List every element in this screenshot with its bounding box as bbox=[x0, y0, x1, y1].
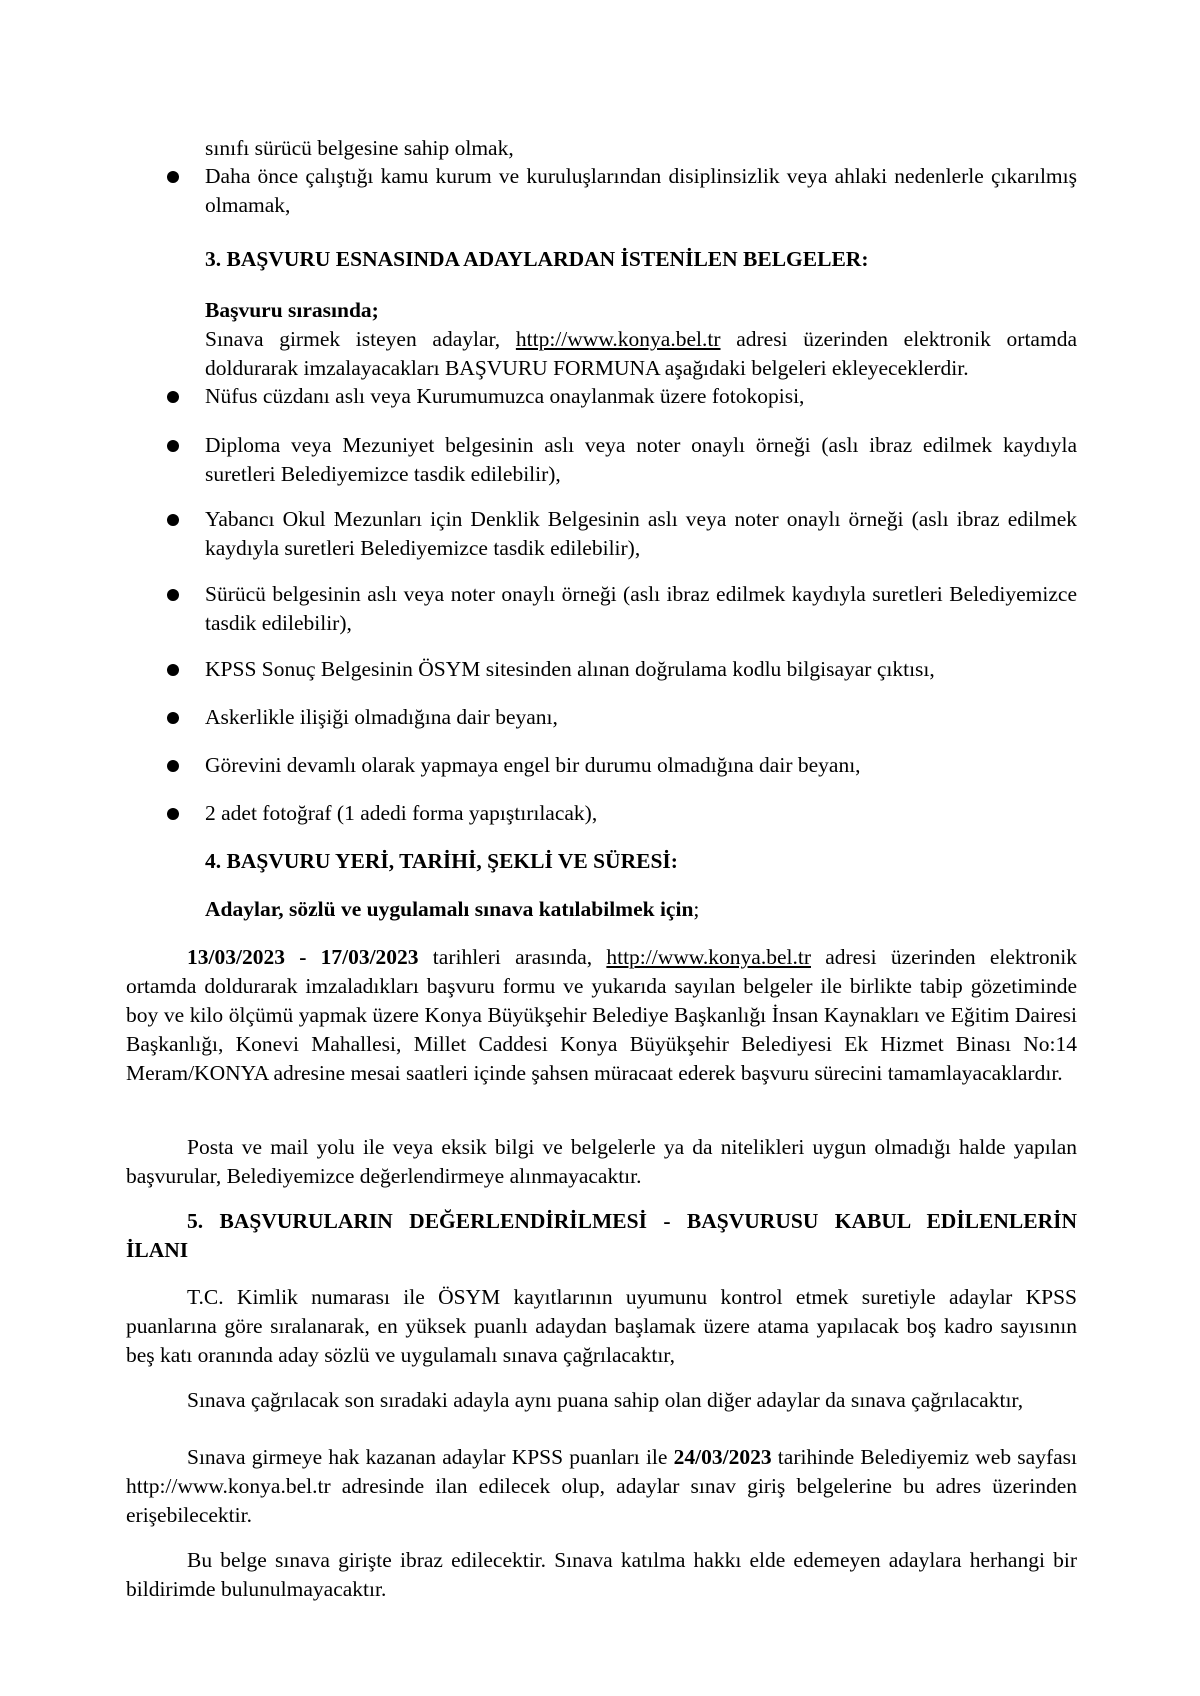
paragraph-text: Sınava girmeye hak kazanan adaylar KPSS puanları ile bbox=[187, 1445, 674, 1469]
section-subheading: Başvuru sırasında; bbox=[205, 298, 379, 322]
bullet-icon bbox=[167, 391, 179, 403]
intro-text: adresi üzerinden elektronik ortamda doldurarak imzalayacakları BAŞVURU FORMUNA aşağıdaki belgeleri ekleyeceklerdir. bbox=[205, 327, 1077, 380]
paragraph: Posta ve mail yolu ile veya eksik bilgi ve belgelerle ya da nitelikleri uygun olmadığı halde yapılan başvurular, Belediyemizce değerlendirmeye alınmayacaktır. bbox=[126, 1135, 1077, 1188]
list-item: Sürücü belgesinin aslı veya noter onaylı örneği (aslı ibraz edilmek kaydıyla suretleri Belediyemizce tasdik edilebilir), bbox=[205, 582, 1077, 635]
paragraph bbox=[126, 1443, 1077, 1530]
bullet-icon bbox=[167, 440, 179, 452]
subheading-suffix: ; bbox=[693, 897, 700, 921]
section-subheading bbox=[205, 895, 1085, 924]
bullet-icon bbox=[167, 664, 179, 676]
list-item: Askerlikle ilişiği olmadığına dair beyanı, bbox=[205, 705, 558, 729]
bullet-icon bbox=[167, 171, 179, 183]
paragraph: Bu belge sınava girişte ibraz edilecektir. Sınava katılma hakkı elde edemeyen adaylara herhangi bir bildirimde bulunulmayacaktır. bbox=[126, 1548, 1077, 1601]
list-item: Daha önce çalıştığı kamu kurum ve kuruluşlarından disiplinsizlik veya ahlaki nedenlerle çıkarılmış olmamak, bbox=[205, 164, 1077, 217]
bullet-icon bbox=[167, 808, 179, 820]
bullet-icon bbox=[167, 712, 179, 724]
paragraph bbox=[126, 943, 1077, 1088]
paragraph: Sınava çağrılacak son sıradaki adayla aynı puana sahip olan diğer adaylar da sınava çağrılacaktır, bbox=[187, 1388, 1024, 1412]
paragraph-text: tarihinde Belediyemiz web sayfası http://www.konya.bel.tr adresinde ilan edilecek olup, adaylar sınav giriş belgelerine bu adres üzerinden erişebilecektir. bbox=[126, 1445, 1077, 1527]
subheading-text: Adaylar, sözlü ve uygulamalı sınava katılabilmek için bbox=[205, 897, 694, 921]
section-intro bbox=[205, 325, 1077, 383]
bullet-icon bbox=[167, 589, 179, 601]
list-item: Görevini devamlı olarak yapmaya engel bir durumu olmadığına dair beyanı, bbox=[205, 753, 861, 777]
website-link[interactable]: http://www.konya.bel.tr bbox=[515, 327, 721, 351]
paragraph-text: tarihleri arasında, bbox=[418, 945, 607, 969]
paragraph-text: adresi üzerinden elektronik ortamda doldurarak imzaladıkları başvuru formu ve yukarıda sayılan belgeler ile birlikte tabip gözetiminde boy ve kilo ölçümü yapmak üzere Konya Büyükşehir Belediye Başkanlığı İnsan Kaynakları ve Eğitim Dairesi Başkanlığı, Konevi Mahallesi, Millet Caddesi Konya Büyükşehir Belediyesi Ek Hizmet Binası No:14 Meram/KONYA adresine mesai saatleri içinde şahsen müracaat ederek başvuru sürecini tamamlayacaklardır. bbox=[126, 945, 1077, 1085]
intro-text: Sınava girmek isteyen adaylar, bbox=[205, 327, 516, 351]
list-item: Yabancı Okul Mezunları için Denklik Belgesinin aslı veya noter onaylı örneği (aslı ibraz edilmek kaydıyla suretleri Belediyemizce tasdik edilebilir), bbox=[205, 507, 1077, 560]
bullet-icon bbox=[167, 514, 179, 526]
list-item: 2 adet fotoğraf (1 adedi forma yapıştırılacak), bbox=[205, 801, 598, 825]
website-link[interactable]: http://www.konya.bel.tr bbox=[606, 945, 811, 969]
list-item: Nüfus cüzdanı aslı veya Kurumumuzca onaylanmak üzere fotokopisi, bbox=[205, 384, 805, 408]
bullet-icon bbox=[167, 760, 179, 772]
section-heading: 3. BAŞVURU ESNASINDA ADAYLARDAN İSTENİLEN BELGELER: bbox=[205, 247, 869, 271]
bullet-continuation: sınıfı sürücü belgesine sahip olmak, bbox=[205, 136, 514, 160]
announcement-date: 24/03/2023 bbox=[673, 1445, 772, 1469]
list-item: Diploma veya Mezuniyet belgesinin aslı veya noter onaylı örneği (aslı ibraz edilmek kaydıyla suretleri Belediyemizce tasdik edilebilir), bbox=[205, 433, 1077, 486]
section-heading: 5. BAŞVURULARIN DEĞERLENDİRİLMESİ - BAŞVURUSU KABUL EDİLENLERİN İLANI bbox=[126, 1209, 1077, 1262]
list-item: KPSS Sonuç Belgesinin ÖSYM sitesinden alınan doğrulama kodlu bilgisayar çıktısı, bbox=[205, 657, 935, 681]
section-heading: 4. BAŞVURU YERİ, TARİHİ, ŞEKLİ VE SÜRESİ: bbox=[205, 849, 678, 873]
paragraph: T.C. Kimlik numarası ile ÖSYM kayıtlarının uyumunu kontrol etmek suretiyle adaylar KPSS puanlarına göre sıralanarak, en yüksek puanlı adaydan başlamak üzere atama yapılacak boş kadro sayısının beş katı oranında aday sözlü ve uygulamalı sınava çağrılacaktır, bbox=[126, 1285, 1077, 1367]
date-range: 13/03/2023 - 17/03/2023 bbox=[187, 945, 419, 969]
